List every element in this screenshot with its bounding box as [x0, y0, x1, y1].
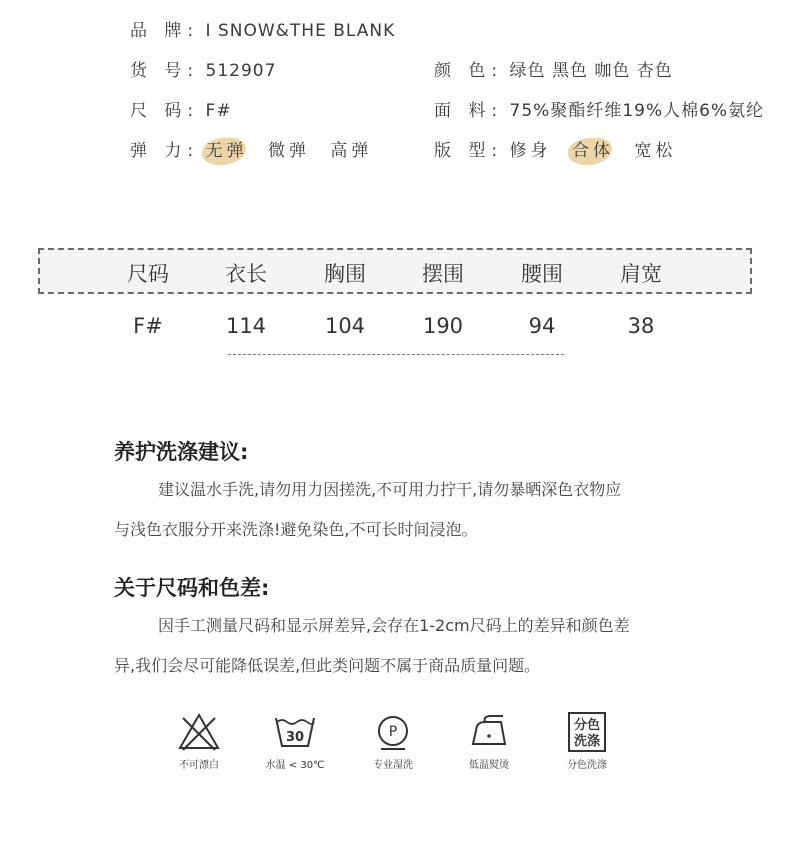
low-iron-icon — [467, 712, 511, 752]
separate-text-top: 分色 — [573, 718, 601, 733]
elasticity-option-none: 无弹 — [206, 136, 248, 161]
size-value-cell: 94 — [528, 314, 556, 338]
care-item-wet-clean — [348, 712, 438, 771]
spec-label: 颜 色: — [434, 61, 504, 81]
spec-label: 货 号: — [130, 61, 200, 81]
spec-elasticity — [130, 136, 386, 161]
size-value-cell: 104 — [324, 314, 366, 338]
spec-item-no — [130, 56, 276, 81]
size-note-title: 关于尺码和色差: — [114, 576, 270, 600]
wash-30-icon — [273, 712, 317, 752]
fit-option-slim: 修身 — [509, 141, 552, 161]
size-value-cell: 38 — [627, 314, 655, 338]
elasticity-option-slight: 微弹 — [267, 141, 310, 161]
size-note-line: 异,我们会尽可能降低误差,但此类问题不属于商品质量问题。 — [114, 656, 541, 675]
size-header-cell: 摆围 — [422, 262, 464, 286]
care-advice-line: 与浅色衣服分开来洗涤!避免染色,不可长时间浸泡。 — [114, 520, 478, 539]
professional-wet-clean-icon — [371, 712, 415, 752]
care-item-no-bleach — [154, 712, 244, 771]
care-advice-line: 建议温水手洗,请勿用力因搓洗,不可用力拧干,请勿暴晒深色衣物应 — [158, 480, 622, 499]
fit-option-regular: 合体 — [572, 136, 614, 161]
fit-option-loose: 宽松 — [634, 141, 677, 161]
care-label: 低温熨烫 — [469, 760, 509, 771]
spec-value: I SNOW&THE BLANK — [205, 21, 396, 41]
care-advice-text — [114, 470, 684, 550]
spec-color — [434, 56, 673, 81]
spec-value: 512907 — [205, 61, 277, 81]
size-header-cell: 尺码 — [127, 262, 169, 286]
care-label: 分色洗涤 — [567, 760, 607, 771]
size-note-line: 因手工测量尺码和显示屏差异,会存在1-2cm尺码上的差异和颜色差 — [158, 616, 630, 635]
size-header-cell: 胸围 — [324, 262, 366, 286]
size-value-cell: 190 — [422, 314, 464, 338]
spec-value: 绿色 黑色 咖色 杏色 — [509, 61, 673, 81]
size-value-cell: 114 — [225, 314, 267, 338]
size-value-cell: F# — [133, 314, 163, 338]
spec-value: F# — [205, 101, 232, 121]
elasticity-option-high: 高弹 — [330, 141, 373, 161]
spec-label: 尺 码: — [130, 101, 200, 121]
care-item-wash-separately — [542, 712, 632, 771]
size-note-text — [114, 606, 684, 686]
spec-label: 弹 力: — [130, 141, 200, 161]
wash-separately-icon — [565, 712, 609, 752]
size-table-divider — [228, 354, 564, 355]
care-item-low-iron — [444, 712, 534, 771]
separate-text-bottom: 洗涤 — [573, 734, 601, 749]
spec-fit — [434, 136, 690, 161]
spec-label: 品 牌: — [130, 21, 200, 41]
spec-fabric — [434, 96, 764, 121]
care-label: 不可漂白 — [179, 760, 219, 771]
spec-label: 版 型: — [434, 141, 504, 161]
care-advice-title: 养护洗涤建议: — [114, 440, 249, 464]
size-header-cell: 肩宽 — [620, 262, 662, 286]
no-bleach-icon — [177, 712, 221, 752]
size-header-cell: 腰围 — [521, 262, 563, 286]
wash-temp-text: 30 — [285, 730, 305, 745]
wet-clean-letter: P — [388, 724, 398, 740]
spec-label: 面 料: — [434, 101, 504, 121]
spec-brand — [130, 16, 395, 41]
spec-size — [130, 96, 232, 121]
care-label: 专业湿洗 — [373, 760, 413, 771]
spec-value: 75%聚酯纤维19%人棉6%氨纶 — [509, 101, 765, 121]
size-header-cell: 衣长 — [225, 262, 267, 286]
care-label: 水温 < 30℃ — [265, 760, 325, 771]
care-item-wash-30 — [250, 712, 340, 771]
